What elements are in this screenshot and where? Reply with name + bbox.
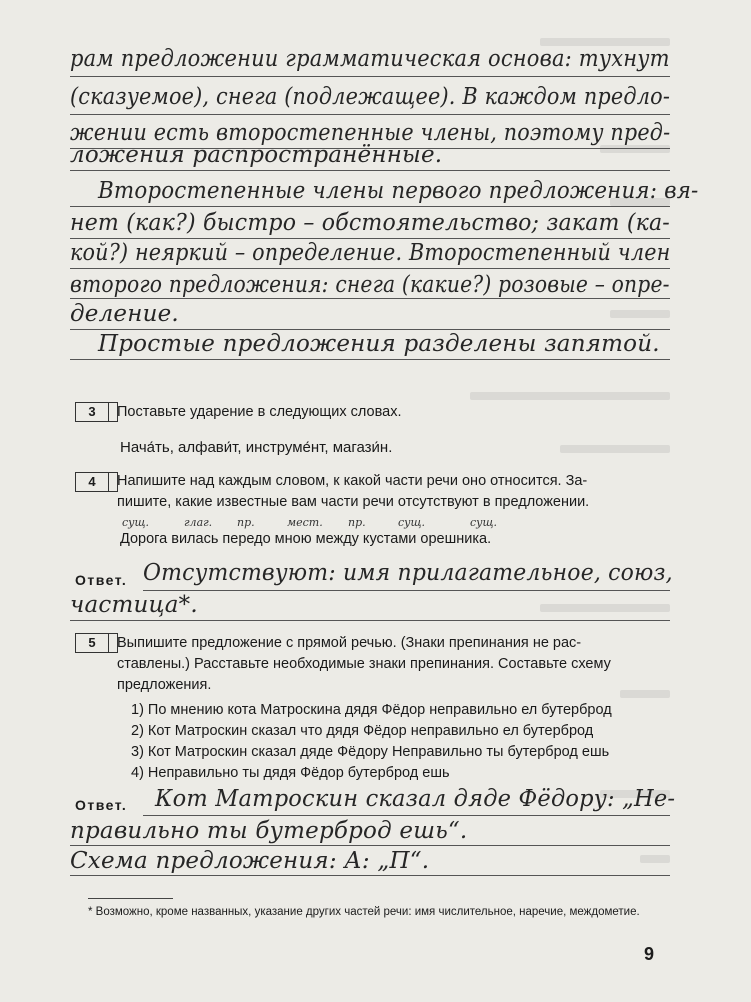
task-instruction: предложения. xyxy=(117,677,212,693)
handwritten-line: Второстепенные члены первого предложения: вя- xyxy=(98,178,699,204)
pos-label: пр. xyxy=(237,516,255,529)
writing-rule xyxy=(70,206,670,207)
writing-rule xyxy=(70,845,670,846)
handwritten-answer: частица*. xyxy=(70,592,198,618)
writing-rule xyxy=(143,815,670,816)
handwritten-answer: Схема предложения: А: „П“. xyxy=(70,848,430,874)
writing-rule xyxy=(70,268,670,269)
handwritten-line: кой?) неяркий – определение. Второстепенный член xyxy=(70,240,671,266)
handwritten-line: ложения распространённые. xyxy=(70,142,443,168)
handwritten-line: жении есть второстепенные члены, поэтому пред- xyxy=(70,120,671,146)
handwritten-line: нет (как?) быстро – обстоятельство; закат (ка- xyxy=(70,210,670,236)
handwritten-line: рам предложении грамматическая основа: тухнут xyxy=(70,46,670,72)
page-number: 9 xyxy=(644,944,655,964)
writing-rule xyxy=(70,298,670,299)
answer-label: Ответ. xyxy=(75,572,128,588)
option-item: 2) Кот Матроскин сказал что дядя Фёдор неправильно ел бутерброд xyxy=(131,723,594,739)
analysis-sentence: Дорога вилась передо мною между кустами орешника. xyxy=(120,531,492,547)
writing-rule xyxy=(70,329,670,330)
pos-label: пр. xyxy=(348,516,366,529)
writing-rule xyxy=(70,359,670,360)
footnote: * Возможно, кроме названных, указание других частей речи: имя числительное, наречие, междометие. xyxy=(88,906,640,918)
footnote-divider xyxy=(88,898,173,899)
pos-label: сущ. xyxy=(470,516,498,529)
option-item: 1) По мнению кота Матроскина дядя Фёдор неправильно ел бутерброд xyxy=(131,702,612,718)
task-instruction: Напишите над каждым словом, к какой части речи оно относится. За- xyxy=(117,473,588,489)
pos-label: сущ. xyxy=(398,516,426,529)
answer-label: Ответ. xyxy=(75,797,128,813)
task-instruction: ставлены.) Расставьте необходимые знаки препинания. Составьте схему xyxy=(117,656,611,672)
writing-rule xyxy=(70,238,670,239)
task-instruction: Выпишите предложение с прямой речью. (Знаки препинания не рас- xyxy=(117,635,582,651)
handwritten-line: Простые предложения разделены запятой. xyxy=(98,331,660,357)
writing-rule xyxy=(70,76,670,77)
handwritten-answer: Отсутствуют: имя прилагательное, союз, xyxy=(143,560,673,586)
task-number-box: 5 xyxy=(75,633,109,653)
stressed-words: Нача́ть, алфави́т, инструме́нт, магази́н. xyxy=(120,439,393,456)
task-instruction: Поставьте ударение в следующих словах. xyxy=(117,404,402,420)
task-number-box: 4 xyxy=(75,472,109,492)
writing-rule xyxy=(70,114,670,115)
handwritten-answer: Кот Матроскин сказал дяде Фёдору: „Не- xyxy=(155,786,676,812)
pos-label: мест. xyxy=(287,516,323,529)
handwritten-line: деление. xyxy=(70,301,179,327)
task-instruction: пишите, какие известные вам части речи отсутствуют в предложении. xyxy=(117,494,590,510)
handwritten-line: (сказуемое), снега (подлежащее). В каждом предло- xyxy=(70,84,671,110)
option-item: 4) Неправильно ты дядя Фёдор бутерброд ешь xyxy=(131,765,450,781)
writing-rule xyxy=(70,170,670,171)
task-number-box: 3 xyxy=(75,402,109,422)
writing-rule xyxy=(143,590,670,591)
writing-rule xyxy=(70,875,670,876)
pos-label: сущ. xyxy=(122,516,150,529)
writing-rule xyxy=(70,620,670,621)
handwritten-answer: правильно ты бутерброд ешь“. xyxy=(70,818,468,844)
handwritten-line: второго предложения: снега (какие?) розовые – опре- xyxy=(70,272,670,298)
option-item: 3) Кот Матроскин сказал дяде Фёдору Неправильно ты бутерброд ешь xyxy=(131,744,610,760)
pos-label: глаг. xyxy=(184,516,213,529)
